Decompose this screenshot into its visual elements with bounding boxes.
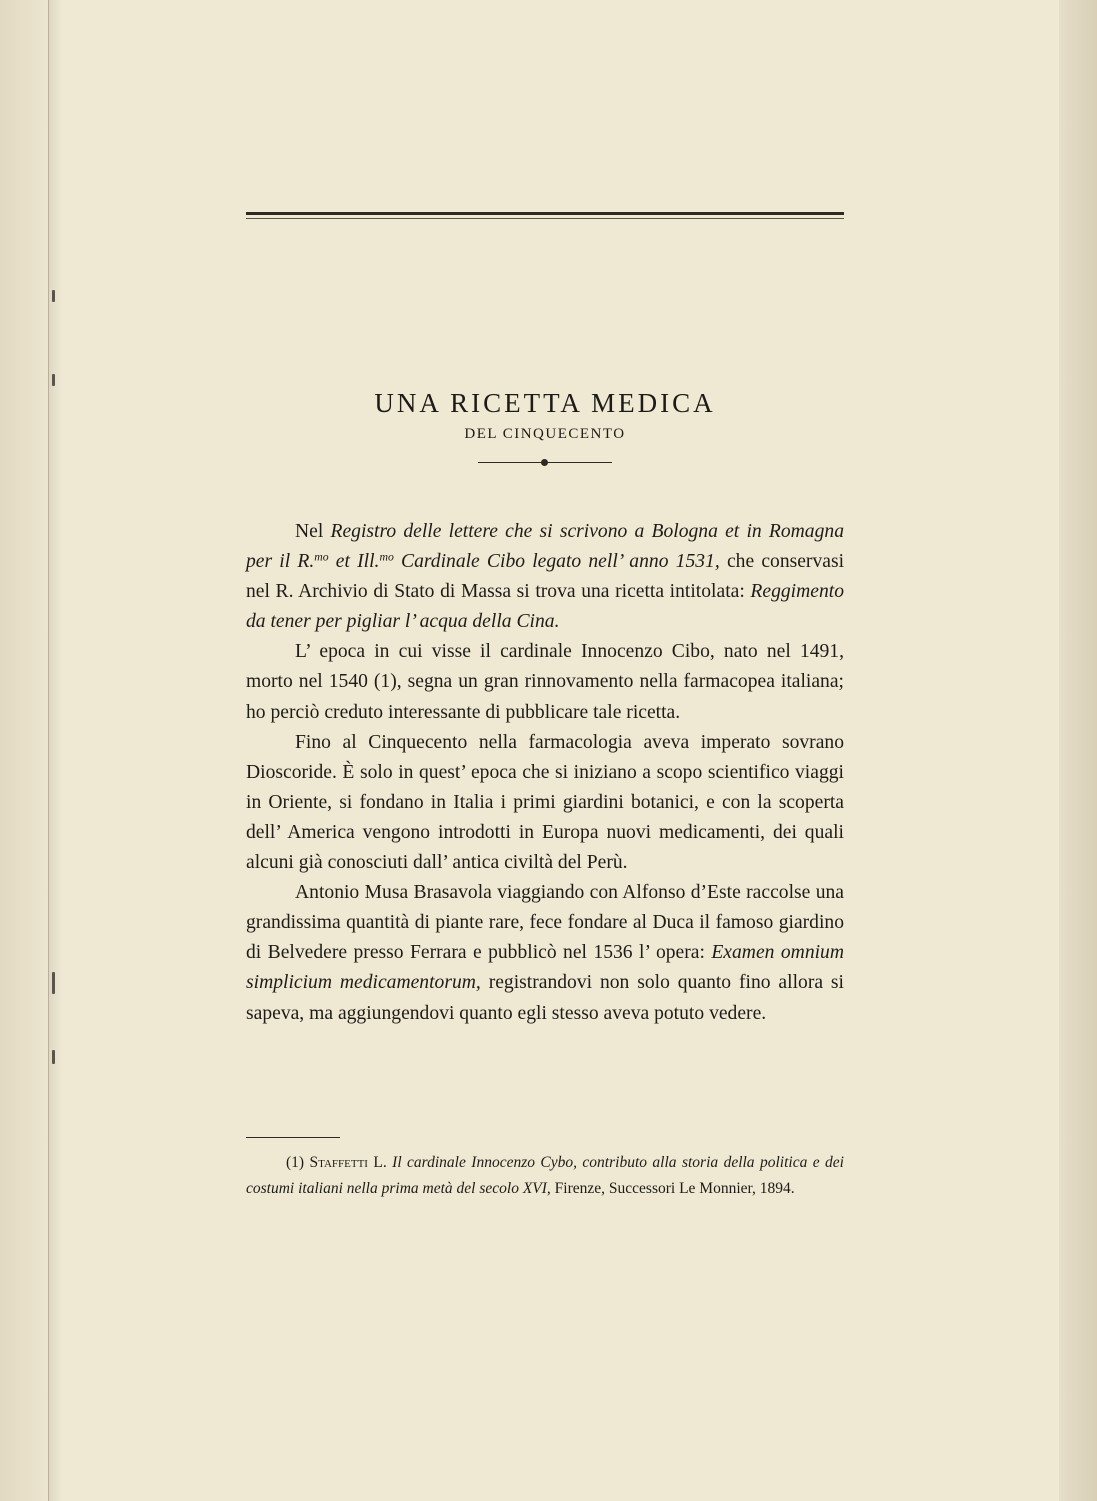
text-run: et Ill. bbox=[328, 551, 380, 573]
text-run: che conservasi nel R. Archivio di Stato di Massa si trova una ricetta intitolata: bbox=[246, 551, 845, 603]
gutter-shadow bbox=[48, 0, 62, 1501]
footnote-author: Staffetti L. bbox=[309, 1154, 387, 1171]
footnote-number: (1) bbox=[286, 1154, 310, 1171]
header-rule-thin bbox=[246, 218, 844, 219]
article-title: UNA RICETTA MEDICA bbox=[374, 388, 716, 418]
paragraph-4 bbox=[246, 878, 844, 1028]
paragraph-2: L’ epoca in cui visse il cardinale Innocenzo Cibo, nato nel 1491, morto nel 1540 (1), segna un gran rinnovamento nella farmacopea italiana; ho perciò creduto interessante di pubblicare tale ricetta. bbox=[246, 641, 844, 723]
previous-page-edge bbox=[0, 0, 49, 1501]
text-run: Nel bbox=[295, 521, 331, 542]
binding-mark bbox=[52, 290, 55, 302]
text-run: Registro delle lettere che si scrivono a Bologna et in Romagna per il R. bbox=[246, 521, 844, 573]
italic-run: Examen omnium simplicium medicamentorum, bbox=[246, 942, 845, 994]
italic-run: Reggimento da tener per pigliar l’ acqua della Cina. bbox=[246, 581, 844, 633]
superscript: mo bbox=[314, 550, 329, 564]
footnote-publisher: Firenze, Successori Le Monnier, 1894. bbox=[550, 1179, 795, 1197]
footnote-title: Il cardinale Innocenzo Cybo, contributo alla storia della politica e dei costumi italiani nella prima metà del secolo XVI, bbox=[246, 1154, 844, 1197]
body-text bbox=[246, 517, 844, 1029]
footnote-rule bbox=[246, 1137, 340, 1138]
text-run: registrandovi non solo quanto fino allora si sapeva, ma aggiungendovi quanto egli stesso aveva potuto vedere. bbox=[246, 972, 844, 1024]
superscript: mo bbox=[379, 550, 394, 564]
binding-mark bbox=[52, 374, 55, 386]
paragraph-1 bbox=[246, 517, 844, 637]
page-right-edge bbox=[1059, 0, 1097, 1501]
text-run: Cardinale Cibo legato nell’ anno 1531, bbox=[393, 551, 720, 573]
title-ornament-dot bbox=[541, 459, 548, 466]
article-subtitle: DEL CINQUECENTO bbox=[464, 426, 626, 442]
header-rule bbox=[246, 212, 844, 215]
paragraph-3: Fino al Cinquecento nella farmacologia aveva imperato sovrano Dioscoride. È solo in quest’ epoca che si iniziano a scopo scientifico viaggi in Oriente, si fondano in Italia i primi giardini botanici, e con la scoperta dell’ America vengono introdotti in Europa nuovi medicamenti, dei quali alcuni già conosciuti dall’ antica civiltà del Perù. bbox=[246, 731, 844, 874]
text-run: Antonio Musa Brasavola viaggiando con Alfonso d’Este raccolse una grandissima quantità di piante rare, fece fondare al Duca il famoso giardino di Belvedere presso Ferrara e pubblicò nel 1536 l’ opera: bbox=[246, 882, 844, 964]
binding-mark bbox=[52, 972, 55, 994]
binding-mark bbox=[52, 1050, 55, 1064]
footnote bbox=[246, 1150, 844, 1201]
